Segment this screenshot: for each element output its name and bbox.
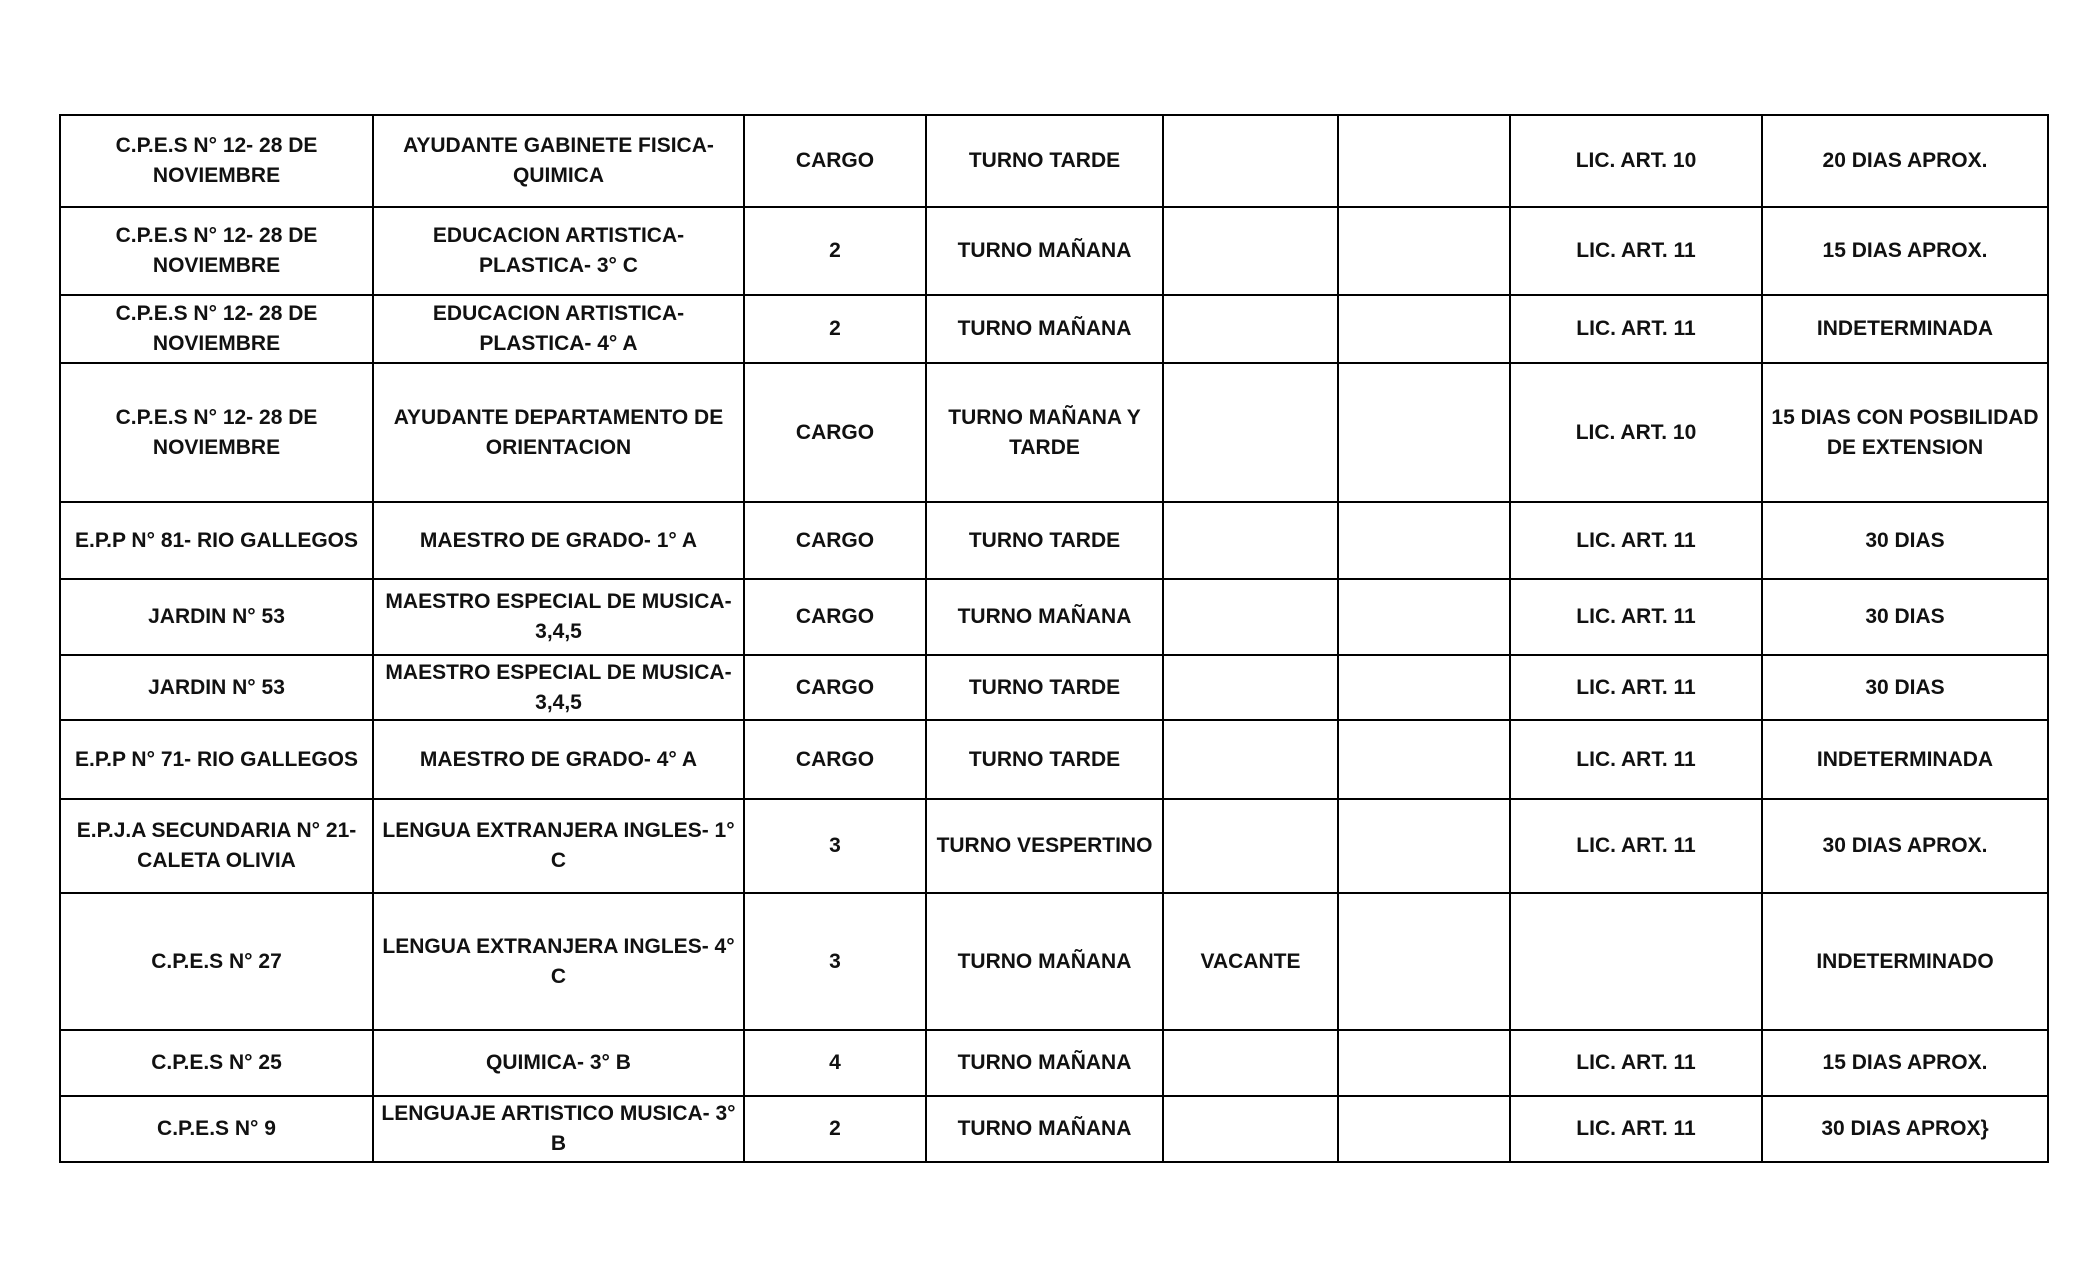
shift-cell: TURNO TARDE [926, 115, 1163, 207]
empty-cell [1338, 502, 1510, 579]
duration-cell: INDETERMINADA [1762, 295, 2048, 363]
table-row [60, 502, 2048, 579]
table-row [60, 799, 2048, 893]
school-cell: C.P.E.S N° 12- 28 DE NOVIEMBRE [60, 295, 373, 363]
shift-cell: TURNO MAÑANA [926, 893, 1163, 1030]
vacancy-cell [1163, 799, 1338, 893]
license-cell: LIC. ART. 10 [1510, 363, 1762, 502]
position-cell: MAESTRO DE GRADO- 4° A [373, 720, 744, 799]
hours-cell: 3 [744, 799, 926, 893]
duration-cell: 15 DIAS APROX. [1762, 207, 2048, 295]
vacancy-cell [1163, 720, 1338, 799]
vacancy-cell [1163, 655, 1338, 720]
license-cell: LIC. ART. 11 [1510, 799, 1762, 893]
school-cell: C.P.E.S N° 25 [60, 1030, 373, 1096]
shift-cell: TURNO TARDE [926, 655, 1163, 720]
table-row [60, 1030, 2048, 1096]
table-row [60, 115, 2048, 207]
table-row [60, 363, 2048, 502]
shift-cell: TURNO MAÑANA [926, 1030, 1163, 1096]
license-cell: LIC. ART. 11 [1510, 502, 1762, 579]
empty-cell [1338, 720, 1510, 799]
table-row [60, 295, 2048, 363]
vacancy-cell [1163, 1030, 1338, 1096]
position-cell: MAESTRO DE GRADO- 1° A [373, 502, 744, 579]
vacancy-cell [1163, 363, 1338, 502]
vacancy-cell [1163, 207, 1338, 295]
school-cell: JARDIN N° 53 [60, 655, 373, 720]
duration-cell: 30 DIAS APROX} [1762, 1096, 2048, 1162]
empty-cell [1338, 363, 1510, 502]
license-cell: LIC. ART. 10 [1510, 115, 1762, 207]
vacancies-table [59, 114, 2049, 1163]
shift-cell: TURNO MAÑANA [926, 295, 1163, 363]
school-cell: C.P.E.S N° 9 [60, 1096, 373, 1162]
table-row [60, 1096, 2048, 1162]
school-cell: E.P.P N° 71- RIO GALLEGOS [60, 720, 373, 799]
position-cell: LENGUA EXTRANJERA INGLES- 1° C [373, 799, 744, 893]
school-cell: E.P.P N° 81- RIO GALLEGOS [60, 502, 373, 579]
shift-cell: TURNO MAÑANA [926, 579, 1163, 655]
position-cell: MAESTRO ESPECIAL DE MUSICA- 3,4,5 [373, 579, 744, 655]
duration-cell: 20 DIAS APROX. [1762, 115, 2048, 207]
empty-cell [1338, 1030, 1510, 1096]
position-cell: MAESTRO ESPECIAL DE MUSICA- 3,4,5 [373, 655, 744, 720]
duration-cell: 30 DIAS APROX. [1762, 799, 2048, 893]
license-cell: LIC. ART. 11 [1510, 1030, 1762, 1096]
shift-cell: TURNO VESPERTINO [926, 799, 1163, 893]
hours-cell: CARGO [744, 720, 926, 799]
license-cell: LIC. ART. 11 [1510, 720, 1762, 799]
duration-cell: 30 DIAS [1762, 655, 2048, 720]
empty-cell [1338, 115, 1510, 207]
empty-cell [1338, 295, 1510, 363]
school-cell: E.P.J.A SECUNDARIA N° 21- CALETA OLIVIA [60, 799, 373, 893]
vacancy-cell [1163, 295, 1338, 363]
duration-cell: 15 DIAS APROX. [1762, 1030, 2048, 1096]
position-cell: EDUCACION ARTISTICA- PLASTICA- 4° A [373, 295, 744, 363]
license-cell: LIC. ART. 11 [1510, 655, 1762, 720]
hours-cell: CARGO [744, 363, 926, 502]
hours-cell: CARGO [744, 115, 926, 207]
duration-cell: INDETERMINADA [1762, 720, 2048, 799]
license-cell: LIC. ART. 11 [1510, 1096, 1762, 1162]
table-body [60, 115, 2048, 1162]
school-cell: JARDIN N° 53 [60, 579, 373, 655]
duration-cell: INDETERMINADO [1762, 893, 2048, 1030]
hours-cell: 4 [744, 1030, 926, 1096]
vacancy-cell: VACANTE [1163, 893, 1338, 1030]
shift-cell: TURNO TARDE [926, 720, 1163, 799]
position-cell: AYUDANTE GABINETE FISICA-QUIMICA [373, 115, 744, 207]
school-cell: C.P.E.S N° 27 [60, 893, 373, 1030]
position-cell: AYUDANTE DEPARTAMENTO DE ORIENTACION [373, 363, 744, 502]
hours-cell: 2 [744, 1096, 926, 1162]
position-cell: LENGUA EXTRANJERA INGLES- 4° C [373, 893, 744, 1030]
position-cell: LENGUAJE ARTISTICO MUSICA- 3° B [373, 1096, 744, 1162]
vacancy-cell [1163, 115, 1338, 207]
empty-cell [1338, 1096, 1510, 1162]
hours-cell: 2 [744, 207, 926, 295]
vacancy-cell [1163, 1096, 1338, 1162]
table-row [60, 207, 2048, 295]
shift-cell: TURNO MAÑANA [926, 1096, 1163, 1162]
school-cell: C.P.E.S N° 12- 28 DE NOVIEMBRE [60, 115, 373, 207]
hours-cell: CARGO [744, 655, 926, 720]
duration-cell: 30 DIAS [1762, 502, 2048, 579]
empty-cell [1338, 893, 1510, 1030]
vacancy-cell [1163, 579, 1338, 655]
school-cell: C.P.E.S N° 12- 28 DE NOVIEMBRE [60, 363, 373, 502]
empty-cell [1338, 207, 1510, 295]
table-row [60, 655, 2048, 720]
license-cell: LIC. ART. 11 [1510, 295, 1762, 363]
hours-cell: CARGO [744, 579, 926, 655]
license-cell [1510, 893, 1762, 1030]
empty-cell [1338, 579, 1510, 655]
table-row [60, 893, 2048, 1030]
position-cell: QUIMICA- 3° B [373, 1030, 744, 1096]
license-cell: LIC. ART. 11 [1510, 579, 1762, 655]
shift-cell: TURNO TARDE [926, 502, 1163, 579]
hours-cell: 2 [744, 295, 926, 363]
shift-cell: TURNO MAÑANA [926, 207, 1163, 295]
vacancy-cell [1163, 502, 1338, 579]
position-cell: EDUCACION ARTISTICA- PLASTICA- 3° C [373, 207, 744, 295]
shift-cell: TURNO MAÑANA Y TARDE [926, 363, 1163, 502]
table-row [60, 579, 2048, 655]
table-row [60, 720, 2048, 799]
duration-cell: 30 DIAS [1762, 579, 2048, 655]
hours-cell: 3 [744, 893, 926, 1030]
license-cell: LIC. ART. 11 [1510, 207, 1762, 295]
hours-cell: CARGO [744, 502, 926, 579]
duration-cell: 15 DIAS CON POSBILIDAD DE EXTENSION [1762, 363, 2048, 502]
empty-cell [1338, 655, 1510, 720]
school-cell: C.P.E.S N° 12- 28 DE NOVIEMBRE [60, 207, 373, 295]
empty-cell [1338, 799, 1510, 893]
